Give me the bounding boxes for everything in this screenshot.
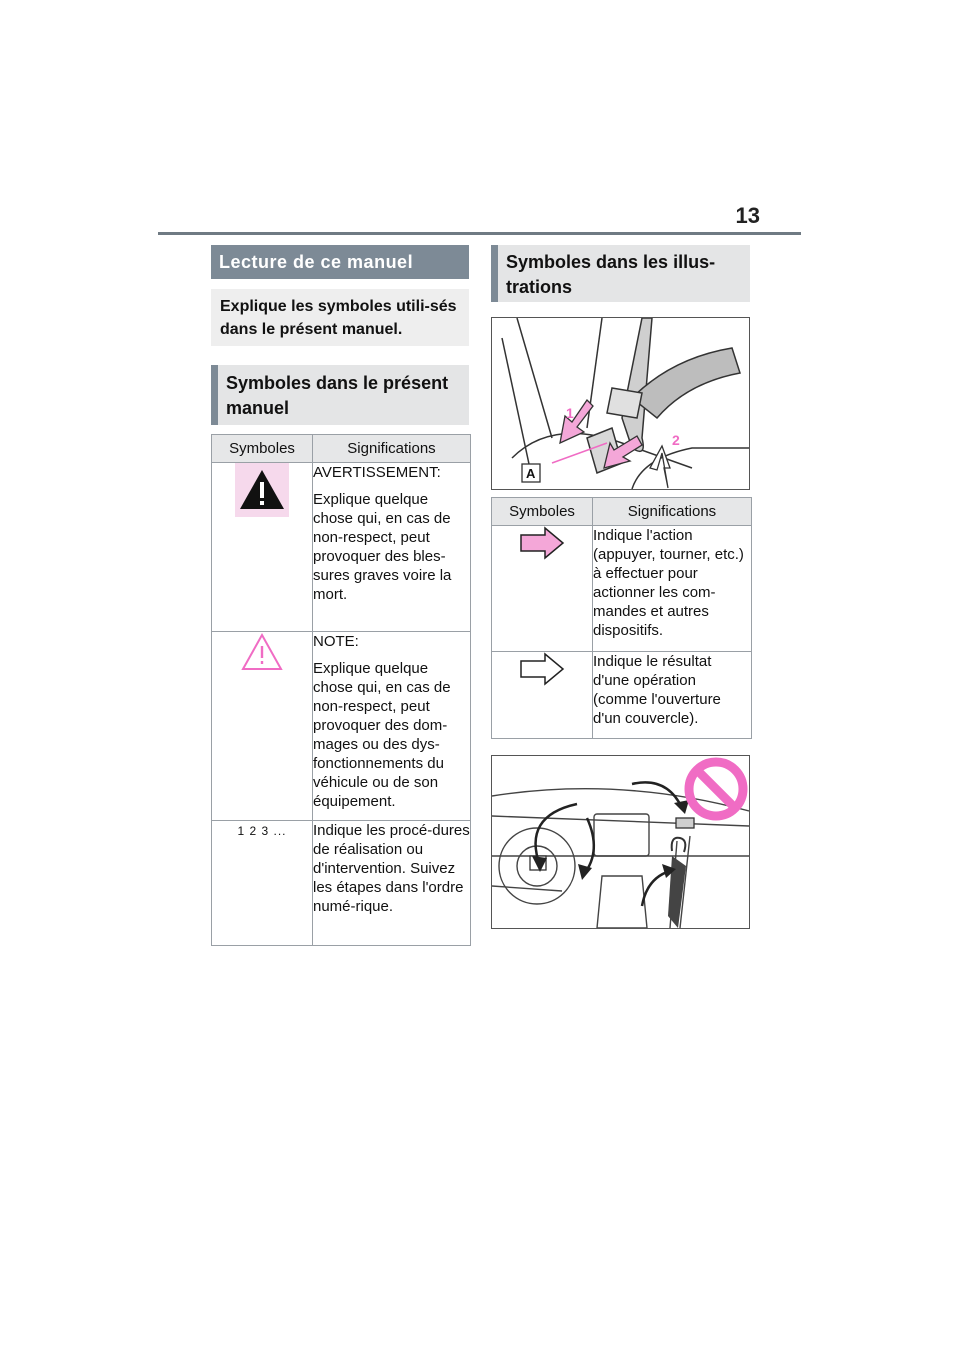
meaning-cell [593, 526, 752, 652]
dashboard-prohibited-illustration [491, 755, 750, 929]
row-text: Indique l'action (appuyer, tourner, etc.) à effectuer pour actionner les com-mandes et autres dispositifs. [593, 527, 744, 639]
table-row [212, 632, 471, 821]
label-2: 2 [672, 432, 680, 448]
row-text: Indique le résultat d'une opération (comme l'ouverture d'un couvercle). [593, 653, 721, 727]
step-numbers-icon: 1 2 3 ... [237, 824, 287, 838]
section-heading-lecture: Lecture de ce manuel [211, 245, 469, 279]
outline-arrow-icon [519, 673, 565, 690]
meaning-cell [313, 463, 471, 632]
row-text: Explique quelque chose qui, en cas de non-respect, peut provoquer des bles-sures graves voire la mort. [313, 491, 452, 603]
symbol-cell [492, 652, 593, 739]
intro-text: Explique les symboles utili-sés dans le présent manuel. [211, 289, 469, 346]
section-heading-illustrations: Symboles dans les illus-trations [491, 245, 750, 302]
pink-arrow-icon [519, 547, 565, 564]
row-text: Explique quelque chose qui, en cas de non-respect, peut provoquer des dom-mages ou des dys-fonctionnements du véhicule ou de son équipement. [313, 660, 451, 810]
col-header-significations: Significations [313, 435, 471, 463]
col-header-symboles: Symboles [212, 435, 313, 463]
warning-triangle-outline-icon [240, 659, 284, 676]
top-rule [158, 232, 801, 235]
meaning-cell [313, 821, 471, 946]
table-row [212, 821, 471, 946]
row-title: AVERTISSEMENT: [313, 464, 441, 481]
symbol-cell [212, 463, 313, 632]
table-row [492, 652, 752, 739]
table-row [212, 463, 471, 632]
row-text: Indique les procé-dures de réalisation ou d'intervention. Suivez les étapes dans l'ordre numé-rique. [313, 822, 470, 915]
symbol-cell [212, 821, 313, 946]
meaning-cell [593, 652, 752, 739]
row-title: NOTE: [313, 633, 359, 650]
symbols-table-manual [211, 434, 471, 946]
seatbelt-buckle-illustration [491, 317, 750, 490]
prohibited-icon [689, 762, 743, 816]
symbols-table-illustrations [491, 497, 752, 739]
label-a: A [526, 466, 536, 481]
subheading-symboles-manuel: Symboles dans le présent manuel [211, 365, 469, 425]
symbol-cell [492, 526, 593, 652]
table-row [492, 526, 752, 652]
col-header-symboles: Symboles [492, 498, 593, 526]
warning-triangle-filled-icon [235, 504, 289, 521]
symbol-cell [212, 632, 313, 821]
meaning-cell [313, 632, 471, 821]
page-number: 13 [735, 203, 760, 228]
label-1: 1 [566, 405, 574, 421]
col-header-significations: Significations [593, 498, 752, 526]
